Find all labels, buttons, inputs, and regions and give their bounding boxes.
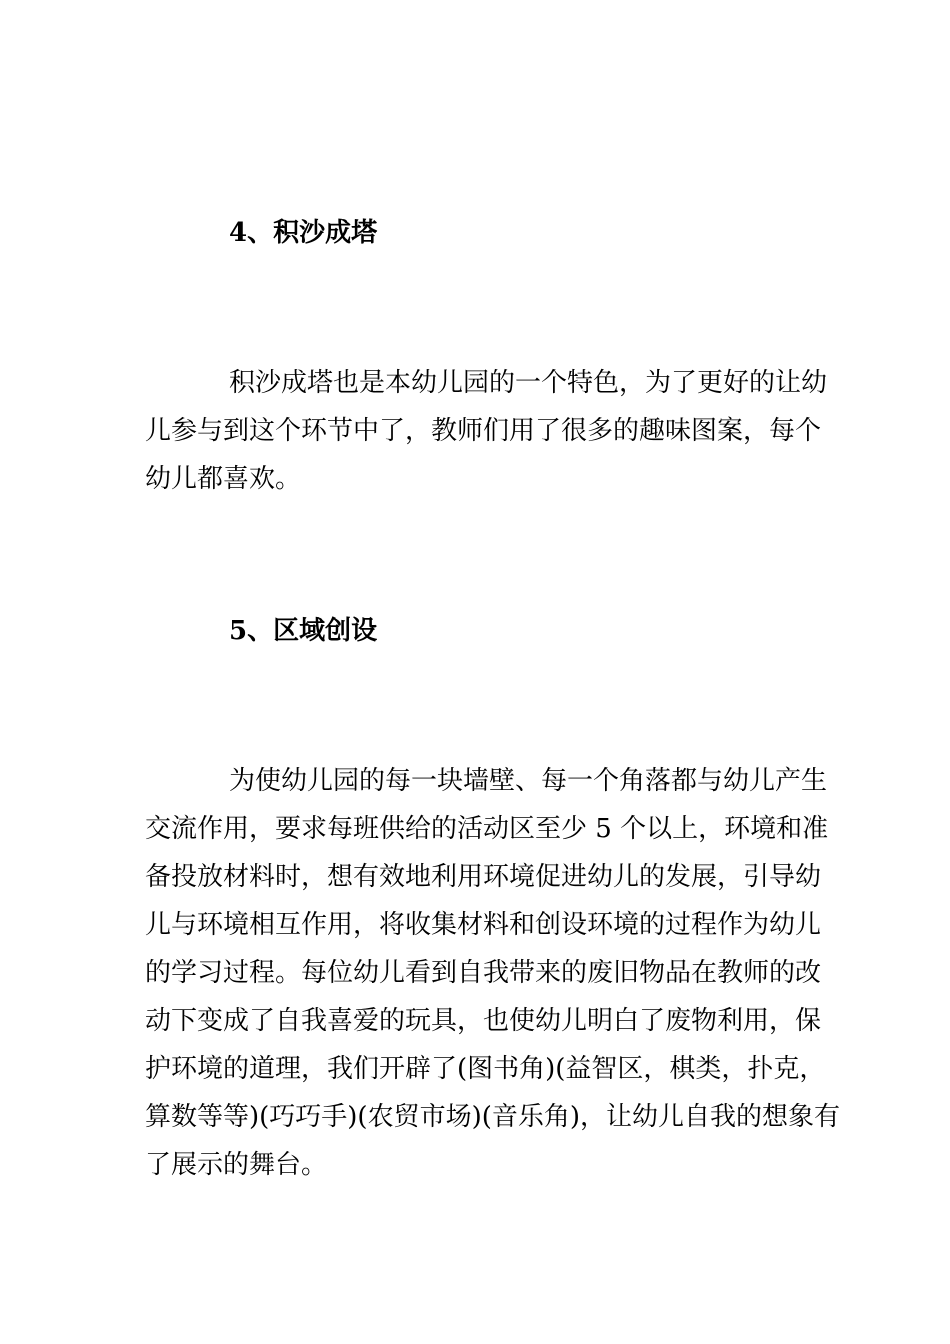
paragraph-line: 积沙成塔也是本幼儿园的一个特色，为了更好的让幼	[229, 368, 828, 398]
paragraph-line: 的学习过程。每位幼儿看到自我带来的废旧物品在教师的改	[145, 958, 822, 988]
paragraph-line: 了展示的舞台。	[145, 1150, 328, 1180]
paragraph-line: 动下变成了自我喜爱的玩具，也使幼儿明白了废物利用，保	[145, 1006, 822, 1036]
paragraph-line: 护环境的道理，我们开辟了(图书角)(益智区，棋类，扑克，	[145, 1054, 826, 1084]
paragraph-line: 儿与环境相互作用，将收集材料和创设环境的过程作为幼儿	[145, 910, 822, 940]
paragraph-line: 为使幼儿园的每一块墙壁、每一个角落都与幼儿产生	[229, 766, 828, 796]
paragraph-line: 儿参与到这个环节中了，教师们用了很多的趣味图案，每个	[145, 416, 822, 446]
section-4-heading: 4、积沙成塔	[229, 218, 378, 248]
paragraph-line: 幼儿都喜欢。	[145, 464, 302, 494]
paragraph-line: 算数等等)(巧巧手)(农贸市场)(音乐角)，让幼儿自我的想象有	[145, 1102, 841, 1132]
section-5-heading: 5、区域创设	[229, 616, 378, 646]
section-4-paragraph	[145, 359, 828, 503]
paragraph-line: 备投放材料时，想有效地利用环境促进幼儿的发展，引导幼	[145, 862, 822, 892]
paragraph-line: 交流作用，要求每班供给的活动区至少 5 个以上，环境和准	[145, 814, 829, 844]
section-5-paragraph	[145, 757, 841, 1189]
